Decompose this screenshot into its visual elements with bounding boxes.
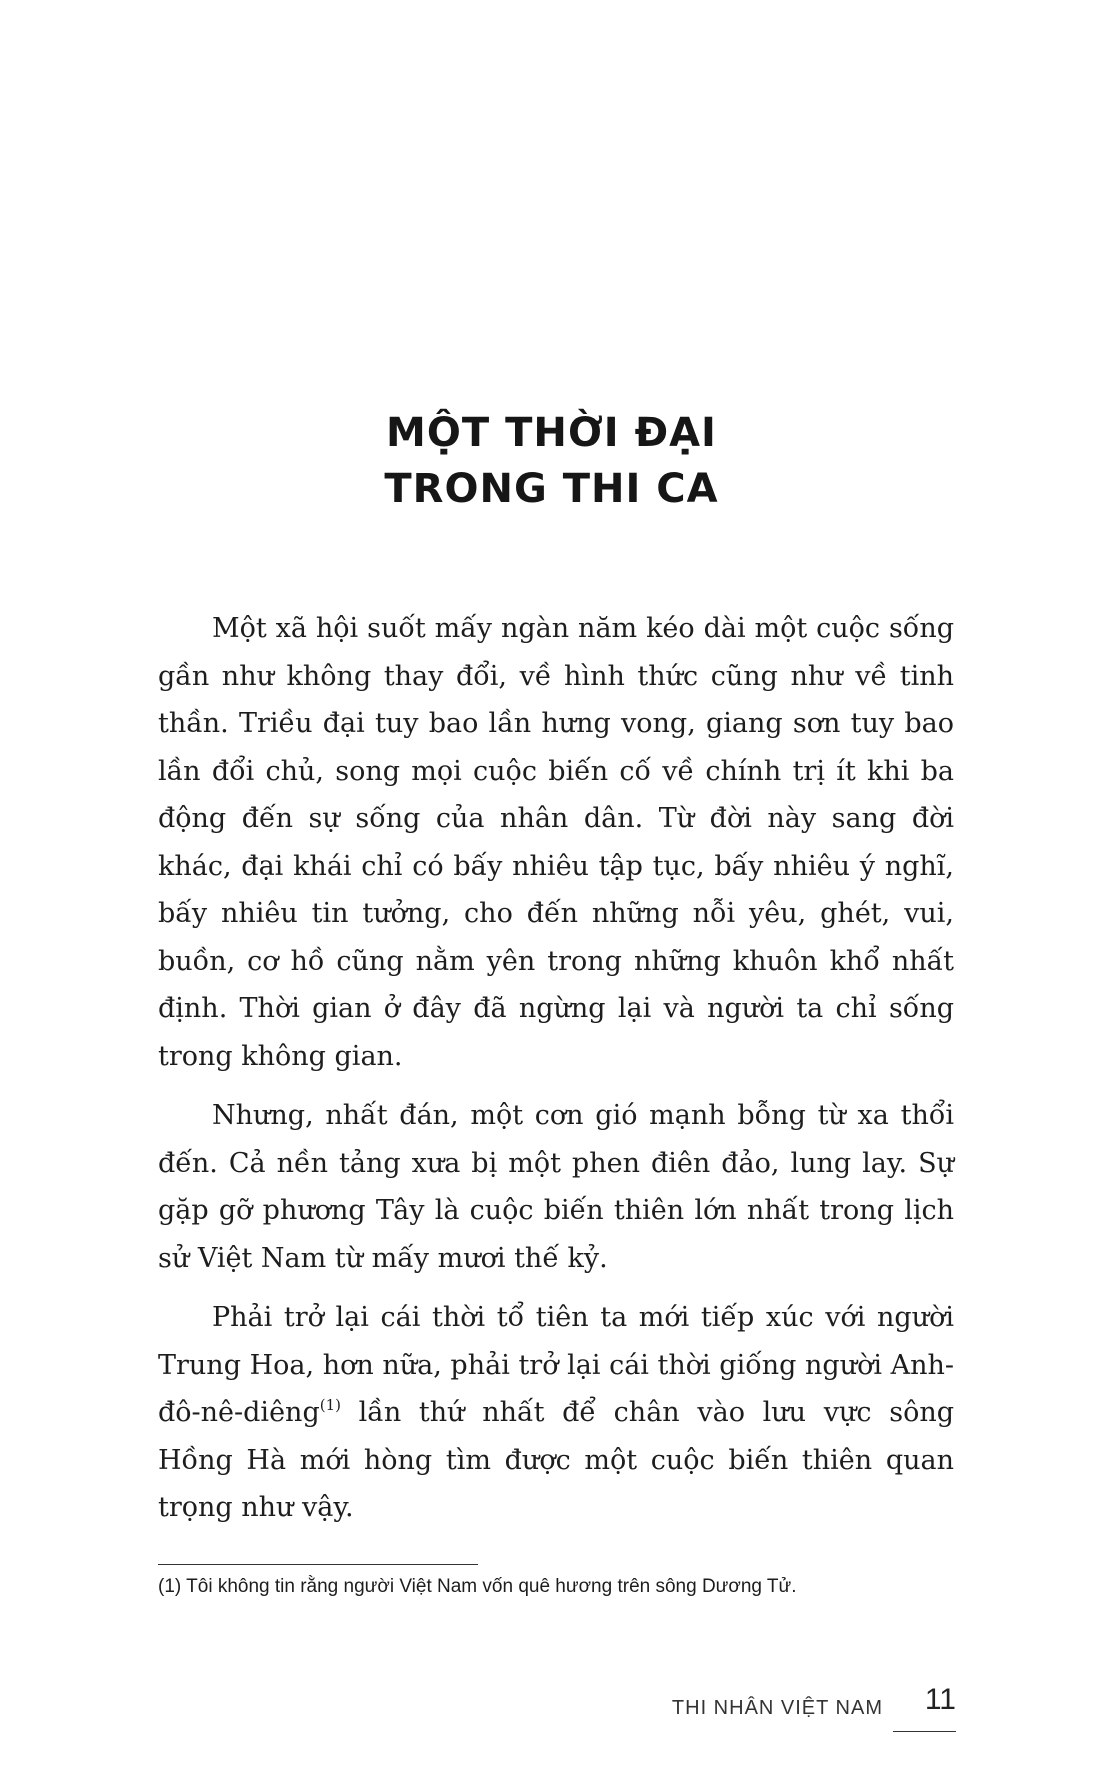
chapter-title-line-1: MỘT THỜI ĐẠI: [386, 410, 717, 456]
running-head: THI NHÂN VIỆT NAM: [671, 1697, 883, 1719]
body-text: [158, 605, 954, 1544]
paragraph-1: Một xã hội suốt mấy ngàn năm kéo dài một cuộc sống gần như không thay đổi, về hình thức cũng như về tinh thần. Triều đại tuy bao lần hưng vong, giang sơn tuy bao lần đổi chủ, song mọi cuộc biến cố về chính trị ít khi ba động đến sự sống của nhân dân. Từ đời này sang đời khác, đại khái chỉ có bấy nhiêu tập tục, bấy nhiêu ý nghĩ, bấy nhiêu tin tưởng, cho đến những nỗi yêu, ghét, vui, buồn, cơ hồ cũng nằm yên trong những khuôn khổ nhất định. Thời gian ở đây đã ngừng lại và người ta chỉ sống trong không gian.: [158, 613, 954, 1072]
footnote-divider: [158, 1564, 478, 1565]
chapter-title: [0, 405, 1103, 517]
paragraph-3: [158, 1294, 954, 1532]
footnote: (1) Tôi không tin rằng người Việt Nam vốn quê hương trên sông Dương Tử.: [158, 1576, 797, 1597]
paragraph-3-part-b: lần thứ nhất để chân vào lưu vực sông Hồng Hà mới hòng tìm được một cuộc biến thiên quan trọng như vậy.: [158, 1397, 954, 1523]
paragraph-2: Nhưng, nhất đán, một cơn gió mạnh bỗng từ xa thổi đến. Cả nền tảng xưa bị một phen điên đảo, lung lay. Sự gặp gỡ phương Tây là cuộc biến thiên lớn nhất trong lịch sử Việt Nam từ mấy mươi thế kỷ.: [158, 1100, 954, 1274]
page-number: 11: [924, 1683, 956, 1716]
page-number-underline: [893, 1731, 956, 1732]
chapter-title-line-2: TRONG THI CA: [384, 466, 719, 512]
paragraph-3-part-a: Phải trở lại cái thời tổ tiên ta mới tiếp xúc với người Trung Hoa, hơn nữa, phải trở lại cái thời giống người Anh-đô-nê-diêng: [158, 1302, 954, 1428]
footnote-reference[interactable]: (1): [319, 1396, 341, 1414]
